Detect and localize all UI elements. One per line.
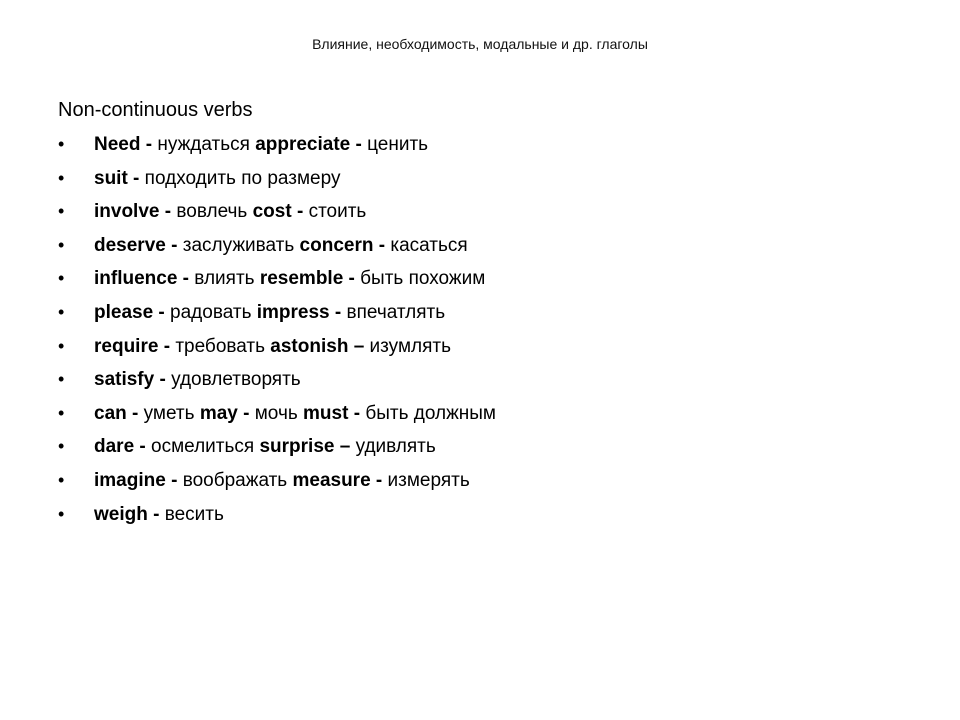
russian-translation: стоить [308, 201, 367, 223]
dash-separator: – [334, 436, 356, 458]
dash-separator: - [291, 201, 309, 223]
bullet-icon: • [58, 436, 65, 457]
english-verb: astonish [270, 335, 349, 357]
english-verb: appreciate [255, 134, 351, 155]
bullet-icon: • [58, 301, 65, 322]
english-verb: influence [94, 268, 178, 290]
list-item [58, 330, 918, 364]
dash-separator: - [165, 469, 183, 491]
russian-translation: быть похожим [360, 268, 486, 290]
english-verb: impress [256, 301, 330, 323]
list-item [58, 195, 918, 229]
dash-separator: - [159, 201, 177, 223]
bullet-icon: • [58, 134, 65, 154]
bullet-icon: • [58, 201, 65, 222]
russian-translation: весить [164, 503, 224, 525]
russian-translation: уметь [143, 402, 200, 424]
english-verb: Need [94, 134, 141, 155]
english-verb: please [94, 301, 154, 323]
dash-separator: - [147, 503, 165, 525]
english-verb: must [303, 402, 349, 424]
list-item [58, 162, 918, 196]
slide-title: Влияние, необходимость, модальные и др. глаголы [312, 36, 648, 52]
dash-separator: - [343, 268, 361, 290]
english-verb: satisfy [94, 369, 155, 391]
english-verb: imagine [94, 469, 166, 491]
russian-translation: впечатлять [346, 301, 446, 323]
dash-separator: - [127, 167, 145, 189]
russian-translation: радовать [170, 301, 257, 323]
list-item [58, 464, 918, 498]
dash-separator: - [153, 301, 171, 323]
russian-translation: требовать [175, 335, 271, 357]
russian-translation: удовлетворять [171, 369, 301, 391]
slide-content [58, 96, 918, 531]
russian-translation: нуждаться [157, 134, 256, 155]
list-item [58, 262, 918, 296]
english-verb: suit [94, 167, 128, 189]
list-item [58, 229, 918, 263]
english-verb: resemble [259, 268, 344, 290]
list-item [58, 397, 918, 431]
bullet-icon: • [58, 402, 65, 423]
dash-separator: - [177, 268, 195, 290]
english-verb: may [199, 402, 238, 424]
dash-separator: - [237, 402, 255, 424]
dash-separator: - [154, 369, 172, 391]
russian-translation: быть должным [365, 402, 496, 424]
list-item [58, 363, 918, 397]
english-verb: can [94, 402, 127, 424]
russian-translation: касаться [390, 234, 468, 256]
dash-separator: - [329, 301, 347, 323]
bullet-icon: • [58, 503, 65, 524]
bullet-icon: • [58, 469, 65, 490]
dash-separator: - [140, 134, 158, 155]
dash-separator: - [126, 402, 144, 424]
dash-separator: - [158, 335, 176, 357]
russian-translation: ценить [367, 134, 429, 155]
english-verb: require [94, 335, 159, 357]
list-item [58, 296, 918, 330]
english-verb: dare [94, 436, 135, 458]
dash-separator: - [348, 402, 366, 424]
english-verb: involve [94, 201, 160, 223]
bullet-icon: • [58, 335, 65, 356]
russian-translation: вовлечь [176, 201, 253, 223]
dash-separator: - [165, 234, 183, 256]
verb-list [58, 128, 918, 531]
russian-translation: подходить по размеру [144, 167, 341, 189]
english-verb: cost [252, 201, 292, 223]
dash-separator: – [348, 335, 370, 357]
english-verb: weigh [94, 503, 148, 525]
russian-translation: мочь [254, 402, 304, 424]
section-subtitle: Non-continuous verbs [58, 99, 253, 121]
russian-translation: заслуживать [182, 234, 300, 256]
russian-translation: воображать [182, 469, 293, 491]
russian-translation: измерять [387, 469, 470, 491]
bullet-icon: • [58, 167, 65, 188]
dash-separator: - [134, 436, 152, 458]
english-verb: surprise [259, 436, 335, 458]
russian-translation: изумлять [369, 335, 451, 357]
bullet-icon: • [58, 369, 65, 390]
list-item [58, 128, 918, 162]
dash-separator: - [350, 134, 368, 155]
bullet-icon: • [58, 234, 65, 255]
list-item [58, 498, 918, 532]
english-verb: measure [292, 469, 371, 491]
bullet-icon: • [58, 268, 65, 289]
russian-translation: осмелиться [151, 436, 260, 458]
dash-separator: - [370, 469, 388, 491]
english-verb: concern [299, 234, 374, 256]
dash-separator: - [373, 234, 391, 256]
english-verb: deserve [94, 234, 166, 256]
russian-translation: удивлять [355, 436, 436, 458]
russian-translation: влиять [194, 268, 260, 290]
list-item [58, 430, 918, 464]
